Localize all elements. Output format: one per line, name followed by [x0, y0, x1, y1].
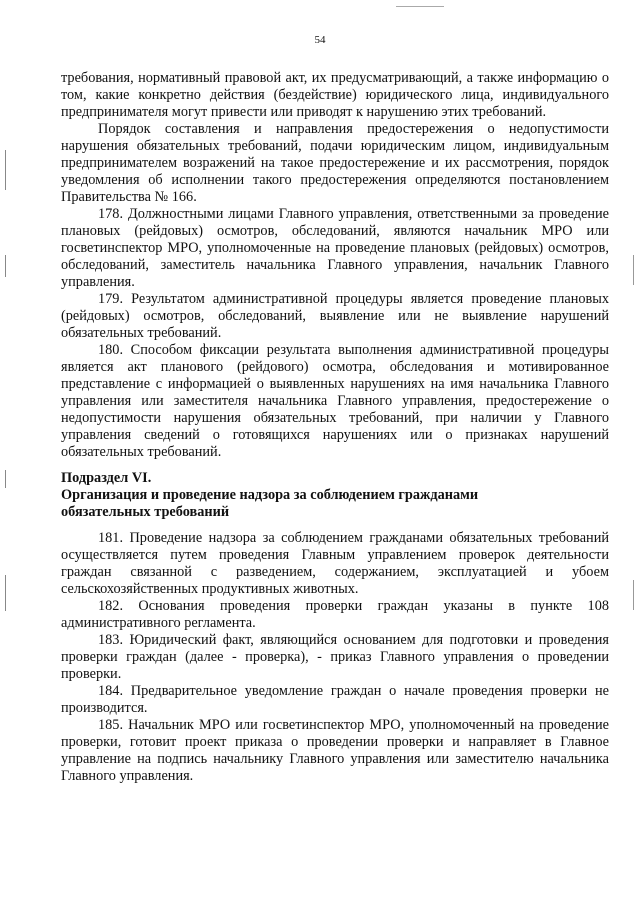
section-heading-number: Подраздел VI.	[61, 470, 152, 486]
paragraph-180: 180. Способом фиксации результата выполнения административной процедуры является акт планового (рейдового) осмотра, обследования и мотивированное представление с информацией о выявленных нарушениях на имя начальника Главного управления или заместителя начальника Главного управления, предостережение о недопустимости нарушения обязательных требований, при наличии у Главного управления сведений о готовящихся нарушениях или о признаках нарушений обязательных требований.	[61, 342, 609, 460]
paragraph-183: 183. Юридический факт, являющийся основанием для подготовки и проведения проверки граждан (далее - проверка), - приказ Главного управления о проведении проверки.	[61, 632, 609, 682]
scan-artifact-left	[5, 470, 6, 488]
paragraph-184: 184. Предварительное уведомление граждан о начале проведения проверки не производится.	[61, 683, 609, 716]
document-body	[61, 70, 609, 785]
paragraph-181: 181. Проведение надзора за соблюдением гражданами обязательных требований осуществляется путем проведения Главным управлением проверок деятельности граждан связанной с разведением, содержанием, эксплуатацией и убоем сельскохозяйственных продуктивных животных.	[61, 530, 609, 597]
scan-artifact-left	[5, 255, 6, 277]
paragraph-continuation: требования, нормативный правовой акт, их предусматривающий, а также информацию о том, какие конкретно действия (бездействие) юридического лица, индивидуального предпринимателя могут привести или приводят к нарушению этих требований.	[61, 70, 609, 120]
paragraph-178: 178. Должностными лицами Главного управления, ответственными за проведение плановых (рейдовых) осмотров, обследований, являются начальник МРО или госветинспектор МРО, уполномоченные на проведение плановых (рейдовых) осмотров, обследований, заместитель начальника Главного управления, начальник Главного управления.	[61, 206, 609, 290]
scan-artifact-left	[5, 150, 6, 190]
section-heading-title-line2: обязательных требований	[61, 504, 230, 520]
page-number: 54	[314, 34, 326, 46]
scan-artifact-left	[5, 575, 6, 611]
paragraph-182: 182. Основания проведения проверки граждан указаны в пункте 108 административного регламента.	[61, 598, 609, 631]
paragraph-179: 179. Результатом административной процедуры является проведение плановых (рейдовых) осмотров, обследований, выявление или не выявление нарушений обязательных требований.	[61, 291, 609, 341]
scan-artifact-right	[633, 580, 634, 610]
paragraph-warning-procedure: Порядок составления и направления предостережения о недопустимости нарушения обязательных требований, подачи юридическим лицом, индивидуальным предпринимателем возражений на такое предостережение и их рассмотрения, порядок уведомления об исполнении такого предостережения определяются постановлением Правительства № 166.	[61, 121, 609, 205]
scan-artifact-right	[633, 255, 634, 285]
scan-artifact-top	[396, 6, 444, 7]
section-heading-title-line1: Организация и проведение надзора за соблюдением гражданами	[61, 487, 479, 503]
paragraph-185: 185. Начальник МРО или госветинспектор МРО, уполномоченный на проведение проверки, готовит проект приказа о проведении проверки и направляет в Главное управление на подпись начальнику Главного управления или заместителю начальника Главного управления.	[61, 717, 609, 784]
